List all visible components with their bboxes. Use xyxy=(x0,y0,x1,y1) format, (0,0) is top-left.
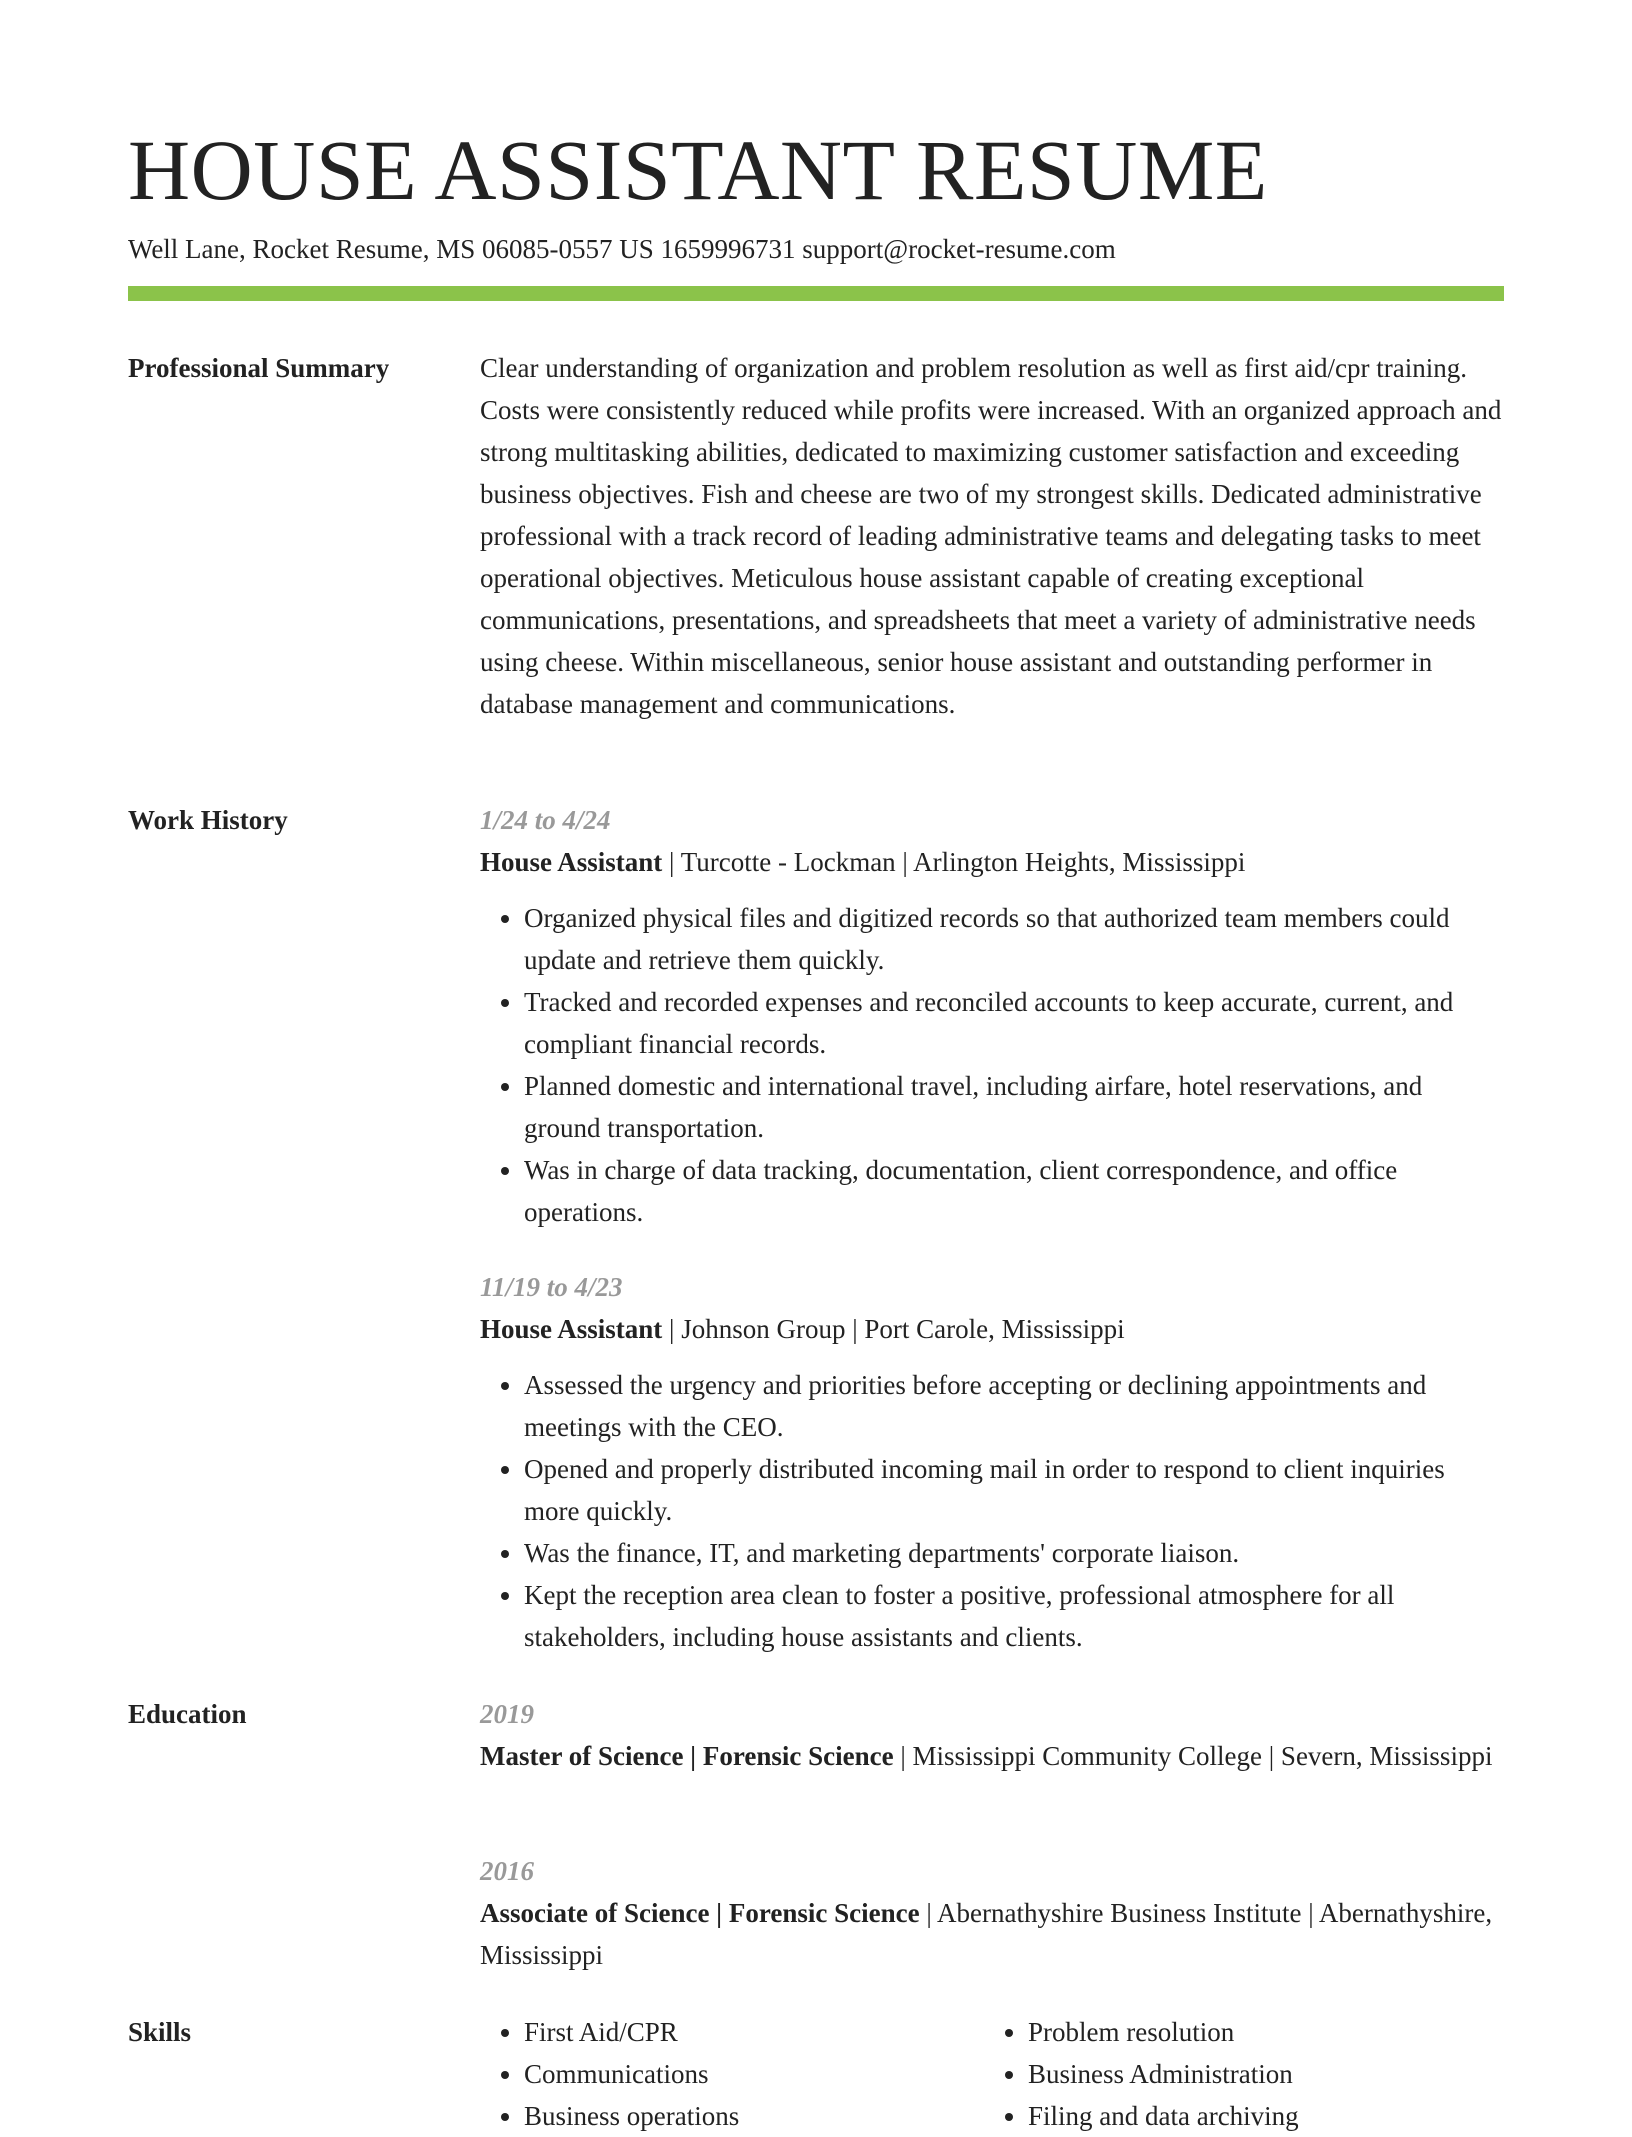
education-line xyxy=(480,1892,1504,1976)
job-bullets xyxy=(480,1364,1504,1658)
contact-line: Well Lane, Rocket Resume, MS 06085-0557 US 1659996731 support@rocket-resume.com xyxy=(128,234,1116,264)
skills-body xyxy=(480,2011,1504,2137)
section-title-work-history: Work History xyxy=(128,805,288,835)
summary-body xyxy=(480,347,1504,725)
job-details: | Johnson Group | Port Carole, Mississippi xyxy=(662,1314,1125,1344)
education-entry xyxy=(480,1850,1504,1976)
job-bullet: • Kept the reception area clean to foster a positive, professional atmosphere for all stakeholders, including house assistants and clients. xyxy=(524,1574,1504,1658)
skill-item: • Filing and data archiving xyxy=(1028,2095,1488,2137)
education-degree: Master of Science | Forensic Science xyxy=(480,1741,894,1771)
section-title-summary: Professional Summary xyxy=(128,353,390,383)
job-bullets xyxy=(480,897,1504,1233)
education-degree: Associate of Science | Forensic Science xyxy=(480,1898,920,1928)
section-title-education: Education xyxy=(128,1699,247,1729)
job-bullet: • Planned domestic and international travel, including airfare, hotel reservations, and ground transportation. xyxy=(524,1065,1504,1149)
section-title-skills: Skills xyxy=(128,2017,192,2047)
job-entry xyxy=(480,1266,1504,1658)
skill-item: • Business operations xyxy=(524,2095,984,2137)
job-bullet: • Organized physical files and digitized records so that authorized team members could update and retrieve them quickly. xyxy=(524,897,1504,981)
resume-title: HOUSE ASSISTANT RESUME xyxy=(128,122,1268,218)
education-details: | Mississippi Community College | Severn, Mississippi xyxy=(893,1741,1493,1771)
skill-item: • Communications xyxy=(524,2053,984,2095)
education-line xyxy=(480,1735,1504,1777)
job-bullet: • Opened and properly distributed incoming mail in order to respond to client inquiries more quickly. xyxy=(524,1448,1504,1532)
job-bullet: • Was in charge of data tracking, documentation, client correspondence, and office operations. xyxy=(524,1149,1504,1233)
header-accent-rule xyxy=(128,286,1504,301)
job-bullet: • Assessed the urgency and priorities before accepting or declining appointments and meetings with the CEO. xyxy=(524,1364,1504,1448)
education-year: 2016 xyxy=(480,1856,534,1886)
skills-column-right xyxy=(984,2011,1488,2137)
job-bullet: • Was the finance, IT, and marketing departments' corporate liaison. xyxy=(524,1532,1504,1574)
job-dates: 11/19 to 4/23 xyxy=(480,1272,623,1302)
education-details: | Abernathyshire Business Institute | Abernathyshire, Mississippi xyxy=(480,1898,1493,1970)
job-bullet: • Tracked and recorded expenses and reconciled accounts to keep accurate, current, and compliant financial records. xyxy=(524,981,1504,1065)
skill-item: • Business Administration xyxy=(1028,2053,1488,2095)
skill-item: • Problem resolution xyxy=(1028,2011,1488,2053)
job-title-line xyxy=(480,841,1504,883)
job-details: | Turcotte - Lockman | Arlington Heights, Mississippi xyxy=(662,847,1246,877)
skills-column-left xyxy=(480,2011,984,2137)
skill-item: • First Aid/CPR xyxy=(524,2011,984,2053)
education-entry xyxy=(480,1693,1504,1777)
education-year: 2019 xyxy=(480,1699,534,1729)
job-role: House Assistant xyxy=(480,847,663,877)
skills-columns xyxy=(480,2011,1504,2137)
job-role: House Assistant xyxy=(480,1314,663,1344)
job-title-line xyxy=(480,1308,1504,1350)
summary-text: Clear understanding of organization and problem resolution as well as first aid/cpr training. Costs were consistently reduced while profits were increased. With an organized approach and strong multitasking abilities, dedicated to maximizing customer satisfaction and exceeding business objectives. Fish and cheese are two of my strongest skills. Dedicated administrative professional with a track record of leading administrative teams and delegating tasks to meet operational objectives. Meticulous house assistant capable of creating exceptional communications, presentations, and spreadsheets that meet a variety of administrative needs using cheese. Within miscellaneous, senior house assistant and outstanding performer in database management and communications. xyxy=(480,353,1502,719)
job-entry xyxy=(480,799,1504,1233)
job-dates: 1/24 to 4/24 xyxy=(480,805,611,835)
